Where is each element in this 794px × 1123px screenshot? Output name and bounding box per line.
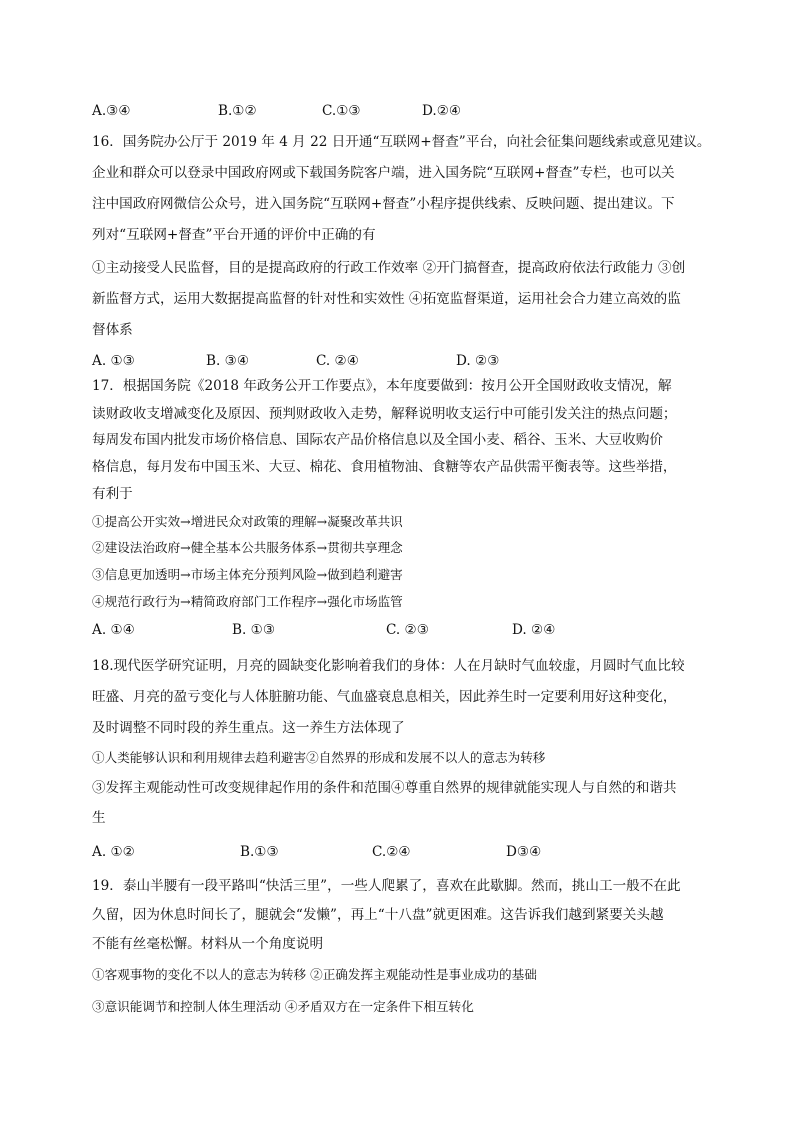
q17-choice-line: ②建设法治政府→健全基本公共服务体系→贯彻共享理念	[92, 540, 403, 555]
q18-choice-line: ③发挥主观能动性可改变规律起作用的条件和范围④尊重自然界的规律就能实现人与自然的和谐共	[92, 780, 677, 796]
q15-option-c: C.①③	[322, 103, 361, 119]
q19-choice-line: ①客观事物的变化不以人的意志为转移 ②正确发挥主观能动性是事业成功的基础	[92, 967, 537, 982]
q16-choice-line: 新监督方式，运用大数据提高监督的针对性和实效性 ④拓宽监督渠道，运用社会合力建立高效的监	[92, 291, 681, 307]
q18-option-a: A. ①②	[92, 844, 135, 860]
q17-stem-line: 读财政收支增减变化及原因、预判财政收入走势，解释说明收支运行中可能引发关注的热点问题；	[92, 406, 677, 422]
q18-choice-line: ①人类能够认识和利用规律去趋利避害②自然界的形成和发展不以人的意志为转移	[92, 750, 546, 765]
q16-choice-line: 督体系	[92, 322, 133, 338]
q15-option-d: D.②④	[422, 103, 462, 119]
q16-stem-line: 注中国政府网微信公众号，进入国务院“互联网+督查”小程序提供线索、反映问题、提出建议。下	[92, 196, 675, 212]
q17-option-b: B. ①③	[232, 622, 276, 638]
q16-option-b: B. ③④	[206, 353, 250, 369]
q19-stem-line: 19．泰山半腰有一段平路叫“快活三里”，一些人爬累了，喜欢在此歇脚。然而，挑山工一般不在此	[92, 878, 681, 894]
q16-stem-line: 列对“互联网+督查”平台开通的评价中正确的有	[92, 227, 376, 243]
q17-choice-line: ③信息更加透明→市场主体充分预判风险→做到趋利避害	[92, 567, 403, 582]
q19-stem-line: 不能有丝毫松懈。材料从一个角度说明	[92, 936, 324, 952]
q18-stem-line: 18.现代医学研究证明，月亮的圆缺变化影响着我们的身体：人在月缺时气血较虚，月圆时气血比较	[92, 658, 685, 674]
q16-option-a: A. ①③	[92, 353, 135, 369]
q17-stem-line: 17．根据国务院《2018 年政务公开工作要点》，本年度要做到：按月公开全国财政收支情况，解	[92, 378, 672, 394]
q16-stem-line: 企业和群众可以登录中国政府网或下载国务院客户端，进入国务院“互联网+督查”专栏，也可以关	[92, 165, 675, 181]
q15-option-a: A.③④	[92, 103, 131, 119]
q15-option-b: B.①②	[218, 103, 257, 119]
q17-stem-line: 每周发布国内批发市场价格信息、国际农产品价格信息以及全国小麦、稻谷、玉米、大豆收购价	[92, 432, 663, 448]
q16-option-d: D. ②③	[456, 353, 500, 369]
q18-option-b: B.①③	[240, 844, 279, 860]
q16-choice-line: ①主动接受人民监督，目的是提高政府的行政工作效率 ②开门搞督查，提高政府依法行政能力 ③创	[92, 260, 686, 276]
q17-option-c: C. ②③	[386, 622, 429, 638]
q16-stem-line: 16．国务院办公厅于 2019 年 4 月 22 日开通“互联网+督查”平台，向社会征集问题线索或意见建议。	[92, 134, 711, 150]
q17-stem-line: 有利于	[92, 486, 133, 502]
q17-choice-line: ④规范行政行为→精简政府部门工作程序→强化市场监管	[92, 594, 403, 609]
q19-choice-line: ③意识能调节和控制人体生理活动 ④矛盾双方在一定条件下相互转化	[92, 999, 474, 1014]
q18-stem-line: 旺盛、月亮的盈亏变化与人体脏腑功能、气血盛衰息息相关，因此养生时一定要利用好这种变化，	[92, 689, 677, 705]
q18-choice-line: 生	[92, 810, 106, 826]
q17-option-a: A. ①④	[92, 622, 135, 638]
q17-option-d: D. ②④	[512, 622, 556, 638]
q17-stem-line: 格信息，每月发布中国玉米、大豆、棉花、食用植物油、食糖等农产品供需平衡表等。这些举措，	[92, 459, 677, 475]
q18-option-c: C.②④	[372, 844, 411, 860]
q19-stem-line: 久留，因为休息时间长了，腿就会“发懒”，再上“十八盘”就更困难。这告诉我们越到紧要关头越	[92, 907, 664, 923]
q16-option-c: C. ②④	[316, 353, 359, 369]
q18-stem-line: 及时调整不同时段的养生重点。这一养生方法体现了	[92, 720, 405, 736]
q18-option-d: D③④	[506, 844, 542, 860]
q17-choice-line: ①提高公开实效→增进民众对政策的理解→凝聚改革共识	[92, 514, 403, 529]
